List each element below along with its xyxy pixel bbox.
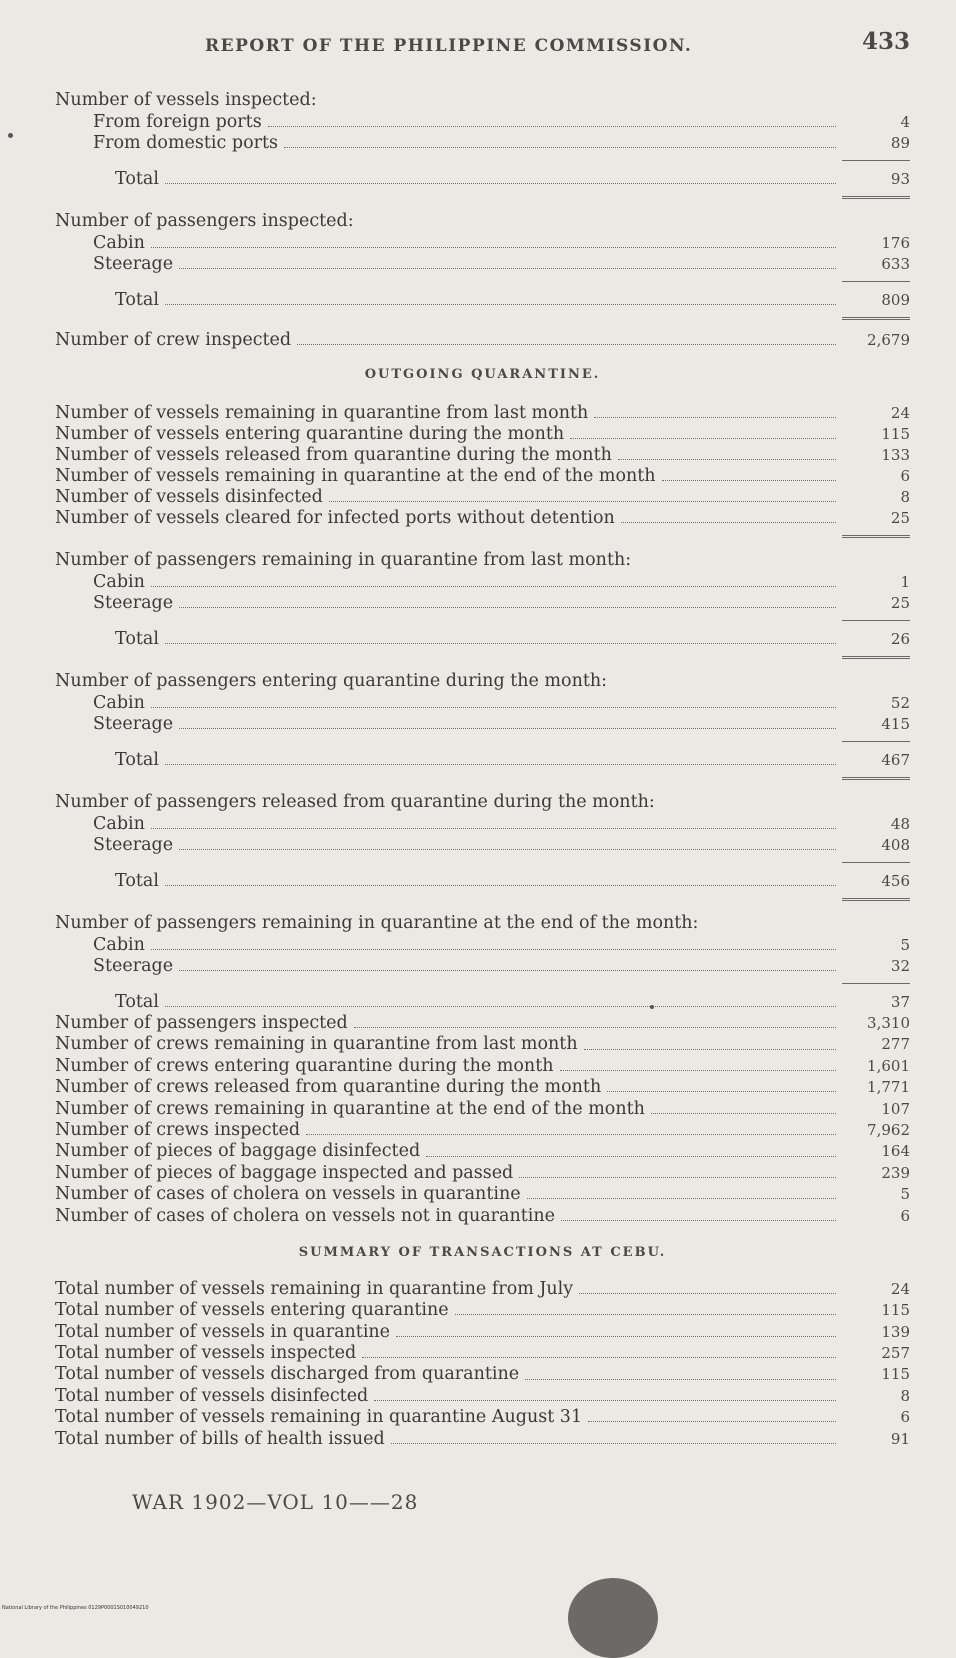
leader-dots — [588, 1421, 836, 1422]
table-row: Number of cases of cholera on vessels not in quarantine 6 — [55, 1205, 910, 1226]
section-heading: Number of vessels inspected: — [55, 90, 317, 110]
outgoing-quarantine-title: OUTGOING QUARANTINE. — [364, 367, 601, 382]
table-row: Number of pieces of baggage disinfected 164 — [55, 1141, 910, 1162]
leader-dots — [165, 304, 836, 305]
leader-dots — [362, 1357, 836, 1358]
leader-dots — [165, 764, 836, 765]
table-row: Steerage 25 — [93, 593, 910, 613]
leader-dots — [165, 643, 836, 644]
leader-dots — [179, 728, 836, 729]
leader-dots — [374, 1400, 836, 1401]
table-row: Total number of vessels remaining in quarantine from July 24 — [55, 1278, 910, 1299]
leader-dots — [570, 438, 836, 439]
table-row: Number of vessels remaining in quarantine from last month 24 — [55, 403, 910, 423]
leader-dots — [151, 586, 836, 587]
leader-dots — [284, 147, 836, 148]
running-head: REPORT OF THE PHILIPPINE COMMISSION. — [205, 36, 693, 56]
table-row: Cabin 52 — [93, 693, 910, 713]
table-row: From domestic ports 89 — [93, 133, 910, 153]
section-heading: Number of passengers entering quarantine during the month: — [55, 671, 608, 691]
table-row: Number of cases of cholera on vessels in quarantine 5 — [55, 1184, 910, 1205]
leader-dots — [165, 885, 836, 886]
leader-dots — [391, 1443, 836, 1444]
leader-dots — [651, 1113, 836, 1114]
leader-dots — [455, 1314, 836, 1315]
report-body — [55, 88, 910, 1450]
leader-dots — [151, 949, 836, 950]
leader-dots — [607, 1091, 836, 1092]
leader-dots — [165, 1006, 836, 1007]
table-row: Number of crews remaining in quarantine at the end of the month 107 — [55, 1098, 910, 1119]
table-row: Number of crews inspected 7,962 — [55, 1119, 910, 1140]
total-row: Total 809 — [115, 290, 910, 310]
leader-dots — [179, 607, 836, 608]
table-row: Total number of vessels discharged from quarantine 115 — [55, 1364, 910, 1385]
table-row: Number of vessels disinfected 8 — [55, 487, 910, 507]
table-row: Cabin 176 — [93, 233, 910, 253]
total-row: Total 456 — [115, 871, 910, 891]
page-number: 433 — [861, 28, 910, 55]
section-heading: Number of passengers inspected: — [55, 211, 354, 231]
leader-dots — [354, 1027, 836, 1028]
table-row: Number of vessels cleared for infected ports without detention 25 — [55, 508, 910, 528]
leader-dots — [151, 247, 836, 248]
leader-dots — [396, 1336, 836, 1337]
leader-dots — [662, 480, 836, 481]
table-row: Cabin 1 — [93, 572, 910, 592]
table-row: Number of vessels entering quarantine during the month 115 — [55, 424, 910, 444]
leader-dots — [594, 417, 836, 418]
table-row: Cabin 5 — [93, 935, 910, 955]
scan-speck — [8, 133, 13, 138]
table-row: Steerage 408 — [93, 835, 910, 855]
scan-thumb-blot — [568, 1578, 658, 1658]
table-row: Steerage 32 — [93, 956, 910, 976]
leader-dots — [618, 459, 836, 460]
leader-dots — [151, 828, 836, 829]
leader-dots — [165, 183, 836, 184]
table-row: Total number of vessels entering quarantine 115 — [55, 1300, 910, 1321]
leader-dots — [579, 1293, 836, 1294]
table-row: Number of crews remaining in quarantine from last month 277 — [55, 1034, 910, 1055]
leader-dots — [527, 1198, 836, 1199]
leader-dots — [329, 501, 836, 502]
section-heading: Number of passengers remaining in quarantine from last month: — [55, 550, 632, 570]
scan-credit: National Library of the Philippines 0129P0001S010049210 — [2, 1605, 149, 1611]
leader-dots — [268, 126, 836, 127]
table-row: Steerage 415 — [93, 714, 910, 734]
leader-dots — [179, 268, 836, 269]
table-row: Number of vessels released from quarantine during the month 133 — [55, 445, 910, 465]
table-row: Number of crews entering quarantine during the month 1,601 — [55, 1055, 910, 1076]
signature-line: WAR 1902—VOL 10——28 — [132, 1490, 419, 1514]
leader-dots — [621, 522, 836, 523]
crew-inspected-row: Number of crew inspected 2,679 — [55, 330, 910, 350]
total-row: Total 26 — [115, 629, 910, 649]
table-row: Steerage 633 — [93, 254, 910, 274]
summary-title: SUMMARY OF TRANSACTIONS AT CEBU. — [298, 1244, 667, 1260]
table-row: Total number of vessels in quarantine 139 — [55, 1321, 910, 1342]
leader-dots — [179, 970, 836, 971]
table-row: Number of passengers inspected 3,310 — [55, 1013, 910, 1033]
section-heading: Number of passengers released from quarantine during the month: — [55, 792, 655, 812]
page-header — [55, 28, 910, 58]
leader-dots — [306, 1134, 836, 1135]
section-heading: Number of passengers remaining in quarantine at the end of the month: — [55, 913, 699, 933]
leader-dots — [561, 1220, 836, 1221]
total-row: Total 93 — [115, 169, 910, 189]
table-row: Cabin 48 — [93, 814, 910, 834]
leader-dots — [584, 1049, 836, 1050]
table-row: Total number of bills of health issued 91 — [55, 1428, 910, 1449]
table-row: Total number of vessels disinfected 8 — [55, 1385, 910, 1406]
leader-dots — [426, 1156, 836, 1157]
total-row: Total 467 — [115, 750, 910, 770]
table-row: From foreign ports 4 — [93, 112, 910, 132]
scan-speck — [650, 1005, 654, 1009]
table-row: Number of pieces of baggage inspected and passed 239 — [55, 1162, 910, 1183]
leader-dots — [525, 1379, 836, 1380]
leader-dots — [560, 1070, 837, 1071]
table-row: Total number of vessels inspected 257 — [55, 1343, 910, 1364]
leader-dots — [151, 707, 836, 708]
table-row: Total number of vessels remaining in quarantine August 31 6 — [55, 1407, 910, 1428]
leader-dots — [179, 849, 836, 850]
leader-dots — [519, 1177, 836, 1178]
table-row: Number of crews released from quarantine during the month 1,771 — [55, 1077, 910, 1098]
table-row: Number of vessels remaining in quarantine at the end of the month 6 — [55, 466, 910, 486]
leader-dots — [297, 344, 836, 345]
total-row: Total 37 — [115, 992, 910, 1012]
